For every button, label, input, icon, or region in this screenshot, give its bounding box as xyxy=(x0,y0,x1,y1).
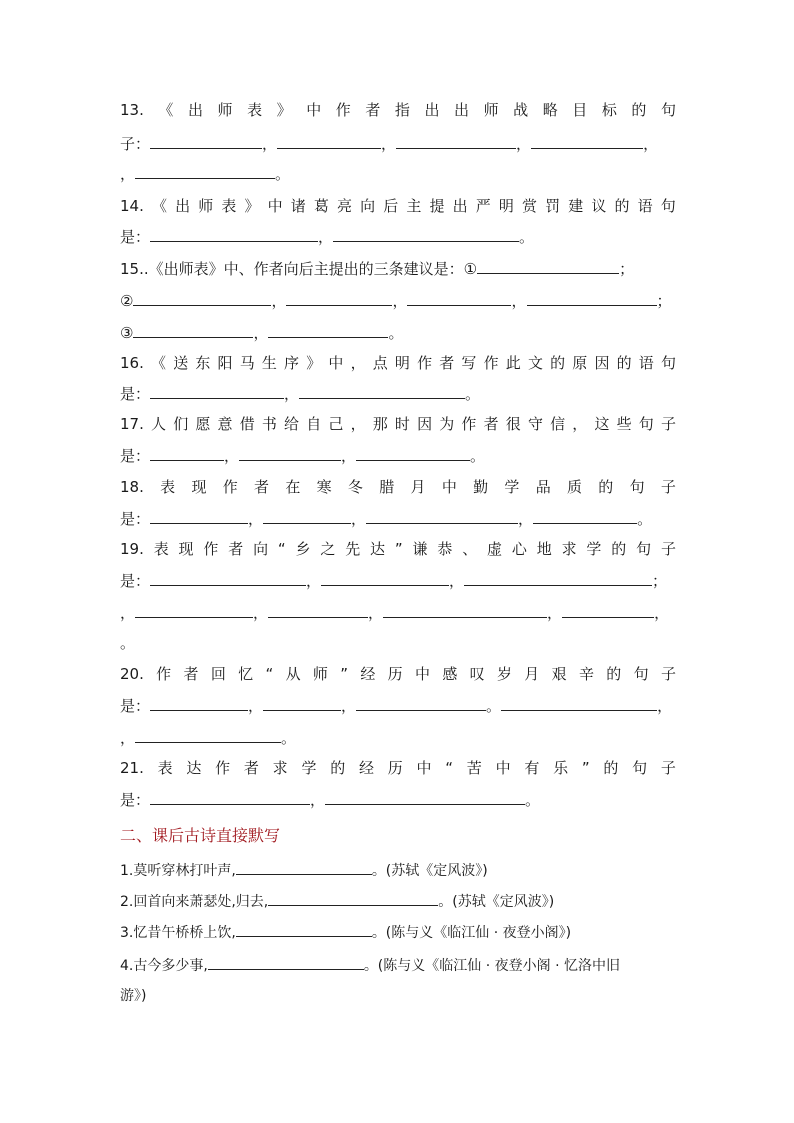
prompt-char: 时 xyxy=(394,415,410,433)
prompt-char: 求 xyxy=(561,540,577,558)
prompt-char: 向 xyxy=(360,197,376,215)
prompt-char: 向 xyxy=(253,540,269,558)
answer-blank[interactable] xyxy=(325,790,525,805)
prompt-char: 略 xyxy=(542,101,558,119)
prompt-char: 子 xyxy=(660,540,676,558)
answer-blank[interactable] xyxy=(133,323,253,338)
prompt-char: 文 xyxy=(527,354,543,372)
prompt-char: 葛 xyxy=(313,197,329,215)
prompt-char: 借 xyxy=(239,415,255,433)
prompt-char: 现 xyxy=(191,478,207,496)
prompt-char: 出 xyxy=(187,101,203,119)
prompt-char: 主 xyxy=(406,197,422,215)
prompt-char: 子 xyxy=(660,759,676,777)
q19-answer-line-1: 是： ， ， ； xyxy=(120,572,668,590)
prompt-char: 提 xyxy=(429,197,445,215)
prompt-char: 辛 xyxy=(578,665,594,683)
prompt-char: 句 xyxy=(632,759,648,777)
q16-answer-line: 是： ， 。 xyxy=(120,385,481,403)
prompt-char: ， xyxy=(350,415,366,433)
q13-answer-line-2: ， 。 xyxy=(120,165,291,183)
q18-prompt xyxy=(120,476,676,498)
prompt-char: 此 xyxy=(505,354,521,372)
prompt-char: 给 xyxy=(284,415,300,433)
q20-answer-line-2: ， 。 xyxy=(120,729,297,747)
answer-blank[interactable] xyxy=(150,446,224,461)
q20-prompt xyxy=(120,663,676,685)
answer-blank[interactable] xyxy=(277,134,381,149)
answer-blank[interactable] xyxy=(150,790,310,805)
answer-blank[interactable] xyxy=(268,891,438,906)
prompt-char: 经 xyxy=(358,759,374,777)
prompt-char: 月 xyxy=(410,478,426,496)
answer-blank[interactable] xyxy=(321,571,449,586)
prompt-char: 作 xyxy=(215,759,231,777)
prompt-char: 后 xyxy=(383,197,399,215)
prompt-char: 作 xyxy=(483,354,499,372)
prompt-char: 之 xyxy=(320,540,336,558)
answer-blank[interactable] xyxy=(562,603,654,618)
prompt-char: 严 xyxy=(475,197,491,215)
prompt-char: 地 xyxy=(536,540,552,558)
prompt-char: 先 xyxy=(345,540,361,558)
prompt-char: 19. xyxy=(120,540,144,558)
answer-blank[interactable] xyxy=(263,696,341,711)
prompt-char: 勤 xyxy=(473,478,489,496)
prompt-char: 句 xyxy=(660,354,676,372)
prompt-char: 出 xyxy=(175,197,191,215)
prompt-char: 的 xyxy=(616,354,632,372)
prompt-char: 品 xyxy=(535,478,551,496)
prompt-char: 虚 xyxy=(487,540,503,558)
q21-answer-line: 是： ， 。 xyxy=(120,791,541,809)
prompt-char: 马 xyxy=(239,354,255,372)
prompt-char: 守 xyxy=(527,415,543,433)
prompt-char: 表 xyxy=(153,540,169,558)
prompt-char: 句 xyxy=(660,101,676,119)
poem-item-4: 4.古今多少事, 。(陈与义《临江仙 · 夜登小阁 · 忆洛中旧 xyxy=(120,955,676,977)
answer-blank[interactable] xyxy=(150,384,284,399)
prompt-char: 点 xyxy=(372,354,388,372)
prompt-char: 苦 xyxy=(466,759,482,777)
prompt-char: 作 xyxy=(203,540,219,558)
prompt-char: 者 xyxy=(183,665,199,683)
prompt-char: 子 xyxy=(660,665,676,683)
prompt-char: 目 xyxy=(572,101,588,119)
prompt-char: 者 xyxy=(365,101,381,119)
prompt-char: 感 xyxy=(442,665,458,683)
answer-blank[interactable] xyxy=(236,860,372,875)
prompt-char: 序 xyxy=(284,354,300,372)
answer-blank[interactable] xyxy=(366,509,518,524)
q19-prompt xyxy=(120,538,676,560)
prompt-char: 腊 xyxy=(379,478,395,496)
prompt-char: 子 xyxy=(660,415,676,433)
prompt-char: 在 xyxy=(285,478,301,496)
answer-blank[interactable] xyxy=(239,446,341,461)
poem-item-3: 3.忆昔午桥桥上饮, 。(陈与义《临江仙 · 夜登小阁》) xyxy=(120,922,676,944)
answer-blank[interactable] xyxy=(135,603,253,618)
prompt-char: 意 xyxy=(217,415,233,433)
prompt-char: 者 xyxy=(243,759,259,777)
prompt-char: 诸 xyxy=(290,197,306,215)
prompt-char: ” xyxy=(581,759,590,777)
prompt-char: 的 xyxy=(611,540,627,558)
prompt-char: 的 xyxy=(631,101,647,119)
answer-blank[interactable] xyxy=(383,603,547,618)
prompt-char: 师 xyxy=(312,665,328,683)
prompt-char: 经 xyxy=(360,665,376,683)
q17-answer-line: 是： ， ， 。 xyxy=(120,447,486,465)
prompt-char: 因 xyxy=(417,415,433,433)
prompt-char: 历 xyxy=(387,665,403,683)
prompt-char: 语 xyxy=(638,354,654,372)
prompt-char: 阳 xyxy=(217,354,233,372)
prompt-char: 自 xyxy=(306,415,322,433)
prompt-char: 作 xyxy=(417,354,433,372)
prompt-char: 谦 xyxy=(412,540,428,558)
prompt-char: 13. xyxy=(120,101,144,119)
answer-blank[interactable] xyxy=(396,134,516,149)
answer-blank[interactable] xyxy=(501,696,657,711)
prompt-char: 艰 xyxy=(551,665,567,683)
answer-blank[interactable] xyxy=(236,922,372,937)
prompt-char: 学 xyxy=(586,540,602,558)
answer-blank[interactable] xyxy=(135,164,275,179)
answer-blank[interactable] xyxy=(268,603,368,618)
prompt-char: 达 xyxy=(370,540,386,558)
prompt-char: 质 xyxy=(567,478,583,496)
prompt-char: 信 xyxy=(550,415,566,433)
answer-blank[interactable] xyxy=(150,696,248,711)
prompt-char: 议 xyxy=(591,197,607,215)
prompt-char: 17. xyxy=(120,415,144,433)
prompt-char: 作 xyxy=(335,101,351,119)
prompt-char: 表 xyxy=(247,101,263,119)
prompt-char: 的 xyxy=(598,478,614,496)
prompt-char: ， xyxy=(350,354,366,372)
prompt-char: ， xyxy=(572,415,588,433)
q16-prompt xyxy=(120,352,676,374)
prompt-char: 乐 xyxy=(553,759,569,777)
prompt-char: 赏 xyxy=(521,197,537,215)
prompt-char: 者 xyxy=(228,540,244,558)
prompt-char: 明 xyxy=(498,197,514,215)
prompt-char: 回 xyxy=(210,665,226,683)
answer-blank[interactable] xyxy=(268,323,388,338)
prompt-char: 出 xyxy=(454,101,470,119)
prompt-char: “ xyxy=(265,665,274,683)
prompt-char: 月 xyxy=(524,665,540,683)
prompt-char: 16. xyxy=(120,354,144,372)
prompt-char: 这 xyxy=(594,415,610,433)
prompt-char: 的 xyxy=(550,354,566,372)
prompt-char: 中 xyxy=(328,354,344,372)
q15-answer-line-3: ③ ， 。 xyxy=(120,324,404,342)
q13-prompt xyxy=(120,99,676,121)
answer-blank[interactable] xyxy=(150,227,318,242)
prompt-char: 送 xyxy=(173,354,189,372)
answer-blank[interactable] xyxy=(356,446,470,461)
q15-answer-line-2: ② ， ， ， ； xyxy=(120,292,672,310)
prompt-char: 有 xyxy=(524,759,540,777)
prompt-char: 现 xyxy=(178,540,194,558)
answer-blank[interactable] xyxy=(150,571,306,586)
prompt-char: 子 xyxy=(660,478,676,496)
prompt-char: “ xyxy=(445,759,454,777)
prompt-char: 很 xyxy=(505,415,521,433)
prompt-char: 《 xyxy=(151,197,167,215)
prompt-char: 生 xyxy=(261,354,277,372)
prompt-char: 建 xyxy=(568,197,584,215)
prompt-char: 作 xyxy=(222,478,238,496)
prompt-char: 们 xyxy=(173,415,189,433)
prompt-char: 学 xyxy=(301,759,317,777)
prompt-char: 寒 xyxy=(316,478,332,496)
q14-answer-line: 是： ， 。 xyxy=(120,228,535,246)
prompt-char: 书 xyxy=(261,415,277,433)
prompt-char: 》 xyxy=(244,197,260,215)
prompt-char: 者 xyxy=(439,354,455,372)
prompt-char: 叹 xyxy=(469,665,485,683)
prompt-char: ” xyxy=(394,540,403,558)
prompt-char: 》 xyxy=(276,101,292,119)
answer-blank[interactable] xyxy=(531,134,643,149)
prompt-char: ” xyxy=(340,665,349,683)
prompt-char: 师 xyxy=(217,101,233,119)
prompt-char: 原 xyxy=(572,354,588,372)
q19-answer-line-2: ， ， ， ， ， xyxy=(120,604,670,622)
answer-blank[interactable] xyxy=(533,509,637,524)
prompt-char: 历 xyxy=(387,759,403,777)
answer-blank[interactable] xyxy=(135,728,281,743)
prompt-char: 中 xyxy=(306,101,322,119)
prompt-char: 些 xyxy=(616,415,632,433)
prompt-char: 乡 xyxy=(295,540,311,558)
prompt-char: 、 xyxy=(462,540,478,558)
prompt-char: 冬 xyxy=(347,478,363,496)
prompt-char: 中 xyxy=(441,478,457,496)
answer-blank[interactable] xyxy=(407,291,511,306)
answer-blank[interactable] xyxy=(133,291,271,306)
answer-blank[interactable] xyxy=(464,571,652,586)
answer-blank[interactable] xyxy=(150,509,248,524)
prompt-char: 》 xyxy=(306,354,322,372)
prompt-char: 中 xyxy=(495,759,511,777)
prompt-char: 心 xyxy=(511,540,527,558)
prompt-char: 师 xyxy=(198,197,214,215)
prompt-char: 句 xyxy=(638,415,654,433)
prompt-char: 者 xyxy=(483,415,499,433)
prompt-char: 作 xyxy=(156,665,172,683)
prompt-char: 愿 xyxy=(195,415,211,433)
prompt-char: 句 xyxy=(660,197,676,215)
answer-blank[interactable] xyxy=(299,384,465,399)
q17-prompt xyxy=(120,413,676,435)
prompt-char: 者 xyxy=(254,478,270,496)
prompt-char: 为 xyxy=(439,415,455,433)
prompt-char: 20. xyxy=(120,665,144,683)
poem-item-4-cont: 游》) xyxy=(120,988,147,1004)
prompt-char: 出 xyxy=(424,101,440,119)
q18-answer-line: 是： ， ， ， 。 xyxy=(120,510,653,528)
prompt-char: 句 xyxy=(629,478,645,496)
q13-answer-line-1: 子： ， ， ， ， xyxy=(120,135,659,153)
answer-blank[interactable] xyxy=(356,696,486,711)
answer-blank[interactable] xyxy=(333,227,519,242)
answer-blank[interactable] xyxy=(477,259,619,274)
prompt-char: 东 xyxy=(195,354,211,372)
answer-blank[interactable] xyxy=(150,134,262,149)
answer-blank[interactable] xyxy=(527,291,657,306)
q20-answer-line-1: 是： ， ， 。 ， xyxy=(120,697,673,715)
prompt-char: 从 xyxy=(285,665,301,683)
prompt-char: 语 xyxy=(637,197,653,215)
prompt-char: 师 xyxy=(483,101,499,119)
poem-item-1: 1.莫听穿林打叶声, 。(苏轼《定风波》) xyxy=(120,860,676,882)
prompt-char: 岁 xyxy=(496,665,512,683)
prompt-char: 的 xyxy=(614,197,630,215)
prompt-char: 明 xyxy=(394,354,410,372)
prompt-char: 21. xyxy=(120,759,144,777)
prompt-char: 作 xyxy=(461,415,477,433)
prompt-char: 中 xyxy=(416,759,432,777)
prompt-char: 《 xyxy=(158,101,174,119)
prompt-char: 忆 xyxy=(238,665,254,683)
prompt-char: 达 xyxy=(186,759,202,777)
prompt-char: 表 xyxy=(160,478,176,496)
q21-prompt xyxy=(120,757,676,779)
prompt-char: 求 xyxy=(272,759,288,777)
answer-blank[interactable] xyxy=(263,509,351,524)
prompt-char: 的 xyxy=(606,665,622,683)
prompt-char: 罚 xyxy=(545,197,561,215)
section-2-heading: 二、课后古诗直接默写 xyxy=(120,826,281,845)
q19-answer-line-3: 。 xyxy=(120,634,136,652)
prompt-char: 己 xyxy=(328,415,344,433)
prompt-char: 人 xyxy=(151,415,167,433)
prompt-char: “ xyxy=(277,540,286,558)
prompt-char: 14. xyxy=(120,197,144,215)
prompt-char: 恭 xyxy=(437,540,453,558)
prompt-char: 那 xyxy=(372,415,388,433)
q15-prompt: 15..《出师表》中、作者向后主提出的三条建议是：① ； xyxy=(120,260,635,278)
prompt-char: 18. xyxy=(120,478,144,496)
prompt-char: 指 xyxy=(394,101,410,119)
prompt-char: 因 xyxy=(594,354,610,372)
prompt-char: 学 xyxy=(504,478,520,496)
prompt-char: 表 xyxy=(221,197,237,215)
q14-prompt xyxy=(120,195,676,217)
prompt-char: 出 xyxy=(452,197,468,215)
poem-item-2: 2.回首向来萧瑟处,归去, 。(苏轼《定风波》) xyxy=(120,891,676,913)
prompt-char: 《 xyxy=(151,354,167,372)
prompt-char: 中 xyxy=(414,665,430,683)
prompt-char: 战 xyxy=(513,101,529,119)
prompt-char: 句 xyxy=(636,540,652,558)
prompt-char: 标 xyxy=(601,101,617,119)
prompt-char: 写 xyxy=(461,354,477,372)
prompt-char: 表 xyxy=(157,759,173,777)
answer-blank[interactable] xyxy=(208,955,364,970)
prompt-char: 句 xyxy=(633,665,649,683)
prompt-char: 中 xyxy=(267,197,283,215)
prompt-char: 的 xyxy=(330,759,346,777)
prompt-char: 的 xyxy=(603,759,619,777)
answer-blank[interactable] xyxy=(286,291,392,306)
prompt-char: 亮 xyxy=(336,197,352,215)
